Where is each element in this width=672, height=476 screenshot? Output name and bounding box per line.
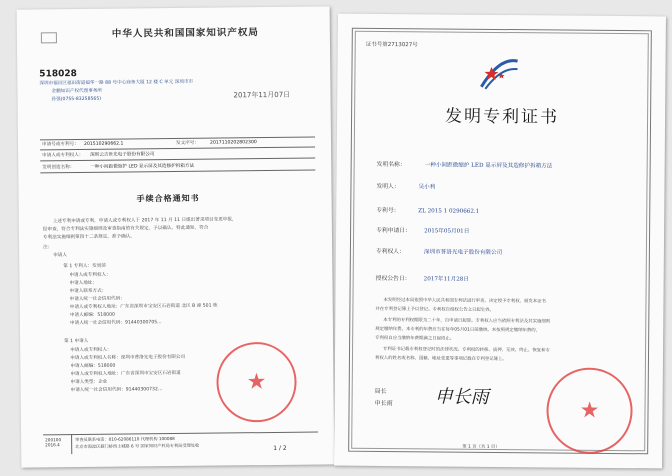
doc-no-value: 2017110202802300 [209,140,257,146]
item-line: 申请人或专利权人地址：广东省深圳市宝安区石岩街道 [70,370,181,378]
item-line: 申请人联系方式： [69,288,107,295]
patentee-label: 专利权人： [375,248,405,256]
item-line: 申请人地址： [69,280,98,287]
national-ip-emblem [477,53,521,93]
notice-title: 手续合格通知书 [136,193,200,204]
cert-body-line: 本发明经过本局依照中华人民共和国专利法进行审查，决定授予专利权，颁发本证书 [383,297,546,305]
body-line: 专利法实施细则第四十二条规定，准予确认。 [42,234,135,241]
inventor-label: 发明人： [376,183,400,191]
item-line: 申请人邮编：518000 [69,312,115,319]
patentee-value: 深圳市普洛光电子股份有限公司 [423,249,503,257]
cert-body-line: 专利证书记载专利权登记时的法律状况。专利权的转移、质押、无效、终止、恢复和专 [383,346,550,354]
filing-date-label: 专利申请日： [376,227,411,235]
item-line: 申请人或专利权人名称：深圳市普洛光电子股份有限公司 [70,354,186,362]
notice-document [17,6,335,467]
invention-name-label: 发明名称： [376,161,406,169]
item-line: 申请人或专利权人： [70,347,112,354]
item-line: 申请人统一社会信用代码： [69,296,125,303]
office-seal-stamp: ★ [546,367,633,454]
issuer-header: 中华人民共和国国家知识产权局 [111,27,259,40]
footer-address: 北京市海淀区蓟门桥西土城路 6 号 国家知识产权局专利局受理处收 [75,442,200,450]
item-line: 申请人或专利权人地址：广东省深圳市宝安区石岩街道 北区 B 座 501 栋 [69,303,218,311]
item-line: 申请人或专利权人： [69,272,111,279]
body-line: 经审查，符合专利法实施细则及审查指南的有关规定，予以确认，特此通知，符合 [42,225,209,233]
item-line: 申请人统一社会信用代码：91440300732... [70,387,163,394]
title-value: 一种小间距微缩护 LED 显示屏及其造修护拆箱方法 [90,163,195,170]
director-label: 局长 [374,387,387,396]
notes-label: 注： [43,245,53,251]
address-line-3: 孙强(0755-83258565) [51,96,102,103]
director-signature: 申长雨 [434,386,489,408]
cert-body-line: 专利权自应当缴纳年费期满之日起终止。 [375,335,455,342]
item-line: 第 1 申请人 [64,338,89,345]
patent-certificate [334,14,666,469]
invention-name-value: 一种小间距微缩护 LED 显示屏及其造修护拆箱方法 [424,162,553,170]
cert-body-line: 规定缴纳年费。本专利的年费应当在每年05月01日前缴纳。未按照规定缴纳年费的， [375,326,541,334]
filing-date-value: 2015年05月01日 [424,228,470,235]
inventor-value: 吴小利 [418,184,436,191]
app-no-label: 申请号或专利号： [42,142,79,148]
page-number: 第 1 页（共 1 页） [462,444,500,451]
postal-code: 518028 [39,69,77,80]
address-line-2: 金鹏知识产权代理事务所 [51,88,103,95]
page-number: 1 / 2 [273,444,287,452]
item-line: 申请人邮编：518000 [70,363,116,370]
cert-number: 证书号第2713027号 [365,41,418,49]
doc-no-label: 发文序号： [175,140,200,146]
app-no-value: 201510290662.1 [83,141,124,147]
form-code: 200100 2016.4 [45,437,62,448]
address-line-1: 深圳市福田区福田街道福华一路 88 号中心商务大厦 12 楼 C 单元 深圳市市 [39,79,194,87]
certificate-title: 发明专利证书 [444,106,560,128]
footer-contact: 审查员联系电话：010-62086110 代理机构 100088 [75,436,175,443]
grant-date-value: 2017年11月28日 [423,276,469,283]
divider [40,147,315,151]
applicant-label: 申请人或专利权人： [42,152,84,159]
cert-body-line: 本专利的专利权期限为二十年，自申请日起算。专利权人应当依照专利法及其实施细则 [383,317,551,325]
cert-body-line: 利权人的姓名或名称、国籍、地址变更等事项记载在专利登记簿上。 [374,355,507,363]
office-seal-stamp: ★ [216,342,297,423]
change-label: 申请人 [53,253,68,259]
body-line: 上述专利申请或专利，申请人或专利权人于 2017 年 11 月 11 日提出著录项目变更申报， [52,217,237,225]
emblem-small [41,32,57,43]
divider [43,432,318,436]
divider [71,434,72,454]
director-name-label: 申长雨 [374,399,393,408]
patent-no-value: ZL 2015 1 0290662.1 [418,208,480,215]
issue-date: 2017年11月07日 [233,90,291,100]
divider [40,170,315,174]
applicant-value: 深圳云吉世光电子股份有限公司 [90,152,155,158]
grant-date-label: 授权公告日： [375,275,411,283]
cert-body-line: 并在专利登记簿上予以登记。专利权自授权公告之日起生效。 [375,306,494,313]
item-line: 申请人类型：企业 [70,379,108,386]
item-line: 第 1 专利人：变更前 [63,263,106,270]
item-line: 申请人统一社会信用代码：91440300705... [69,320,162,327]
divider [40,137,315,141]
patent-no-label: 专利号： [376,207,400,215]
title-label: 发明创造名称： [42,165,75,171]
